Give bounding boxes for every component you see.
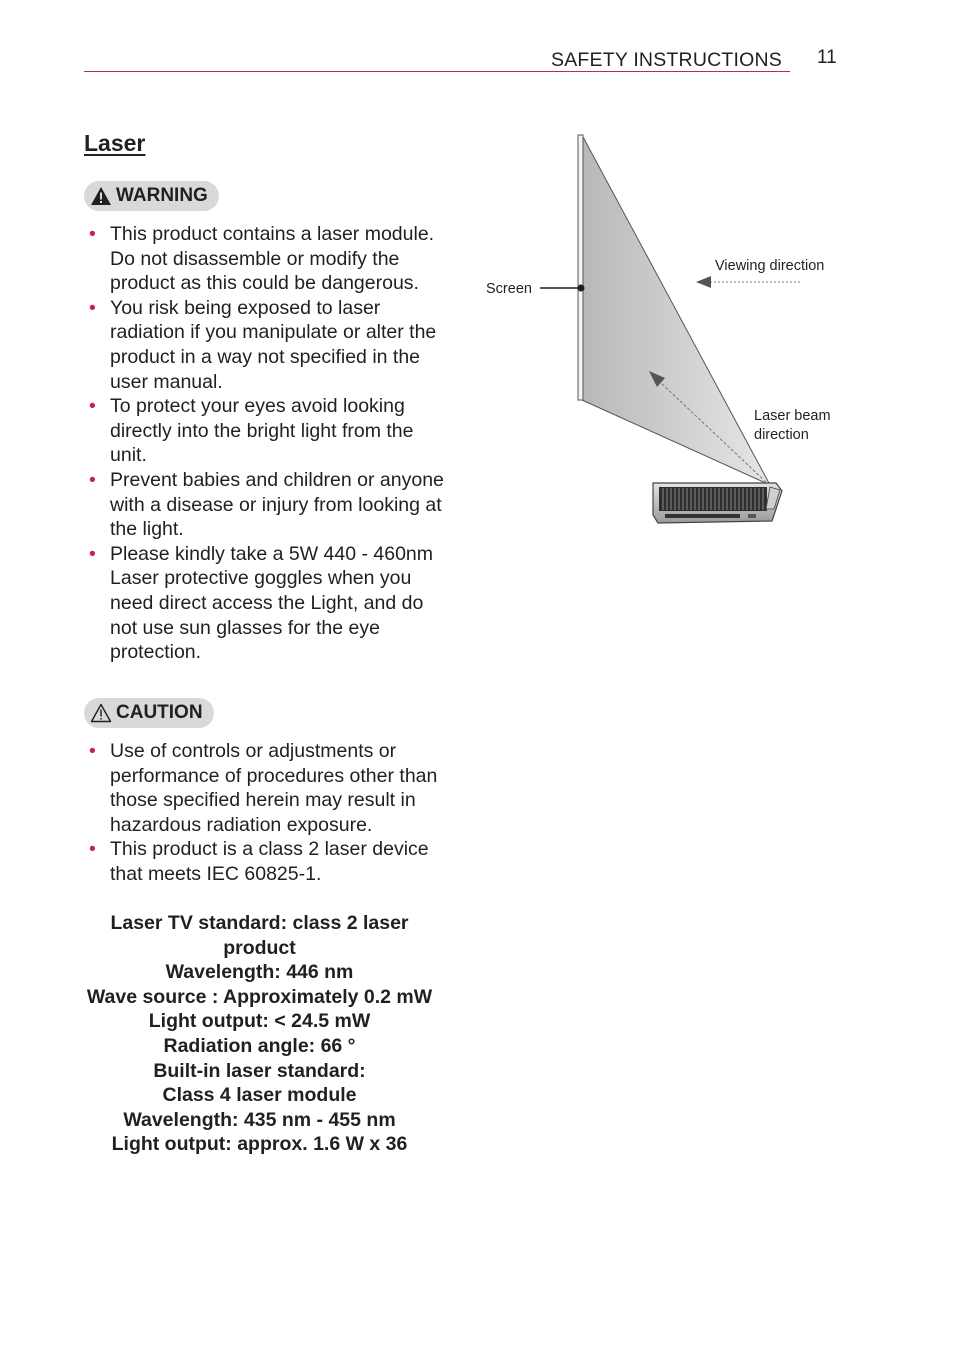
spec-line: Wave source : Approximately 0.2 mW bbox=[86, 985, 433, 1008]
list-item: • This product is a class 2 laser device that meets IEC 60825-1. bbox=[84, 837, 454, 886]
list-item: • Use of controls or adjustments or performance of procedures other than those specified herein may result in hazardous radiation exposure. bbox=[84, 739, 454, 837]
list-item: • This product contains a laser module. Do not disassemble or modify the product as this could be dangerous. bbox=[84, 222, 454, 296]
laser-projection-diagram bbox=[470, 125, 850, 535]
spec-line: Light output: < 24.5 mW bbox=[148, 1010, 371, 1033]
laser-beam-label-line1: Laser beam bbox=[754, 408, 831, 424]
page-number: 11 bbox=[817, 47, 837, 68]
viewing-direction-arrow-icon bbox=[696, 276, 711, 288]
list-item: • To protect your eyes avoid looking directly into the bright light from the unit. bbox=[84, 394, 454, 468]
section-heading: Laser bbox=[84, 130, 146, 156]
spec-line: Laser TV standard: class 2 laser bbox=[110, 912, 409, 934]
screen-panel bbox=[578, 135, 583, 400]
laser-beam-label-line2: direction bbox=[754, 427, 809, 443]
projector-icon bbox=[653, 483, 782, 523]
spec-line: Built-in laser standard: bbox=[153, 1059, 366, 1082]
light-cone bbox=[582, 135, 770, 485]
spec-line: product bbox=[223, 936, 296, 959]
caution-label: CAUTION bbox=[116, 702, 203, 723]
screen-callout-dot bbox=[578, 285, 585, 292]
header-title: SAFETY INSTRUCTIONS bbox=[551, 49, 782, 71]
caution-badge bbox=[84, 698, 214, 728]
warning-triangle-filled-icon bbox=[90, 186, 112, 206]
spec-line: Class 4 laser module bbox=[162, 1084, 357, 1107]
caution-list bbox=[84, 739, 454, 887]
header-rule bbox=[84, 71, 790, 72]
spec-line: Light output: approx. 1.6 W x 36 bbox=[111, 1133, 408, 1156]
caution-triangle-outline-icon bbox=[90, 703, 112, 723]
warning-label: WARNING bbox=[116, 185, 208, 206]
spec-line: Wavelength: 435 nm - 455 nm bbox=[123, 1108, 396, 1131]
laser-specs bbox=[84, 911, 435, 1157]
viewing-direction-label: Viewing direction bbox=[715, 258, 825, 274]
warning-list bbox=[84, 222, 454, 665]
list-item: • You risk being exposed to laser radiation if you manipulate or alter the product in a way not specified in the user manual. bbox=[84, 296, 454, 394]
list-item: • Please kindly take a 5W 440 - 460nm Laser protective goggles when you need direct access the Light, and do not use sun glasses for the eye protection. bbox=[84, 542, 454, 665]
screen-label: Screen bbox=[486, 281, 532, 297]
spec-line: Wavelength: 446 nm bbox=[165, 961, 354, 984]
list-item: • Prevent babies and children or anyone with a disease or injury from looking at the light. bbox=[84, 468, 454, 542]
warning-badge bbox=[84, 181, 219, 211]
spec-line: Radiation angle: 66 ° bbox=[163, 1034, 356, 1057]
